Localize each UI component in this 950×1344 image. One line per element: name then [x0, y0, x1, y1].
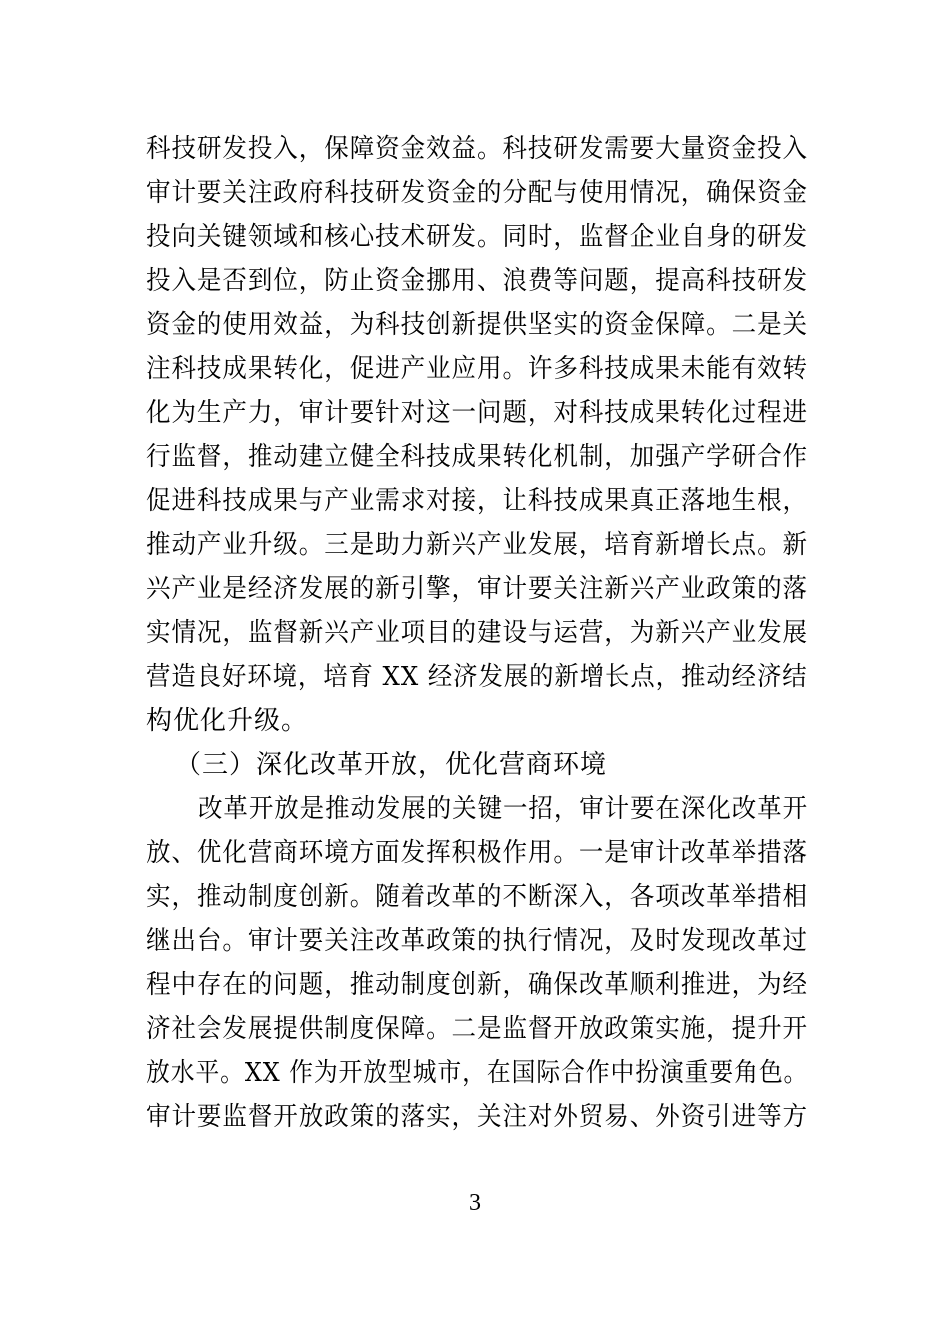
body-line: 投入是否到位，防止资金挪用、浪费等问题，提高科技研发	[146, 266, 809, 296]
body-line: 营造良好环境，培育 XX 经济发展的新增长点，推动经济结	[146, 662, 808, 692]
body-line: 推动产业升级。三是助力新兴产业发展，培育新增长点。新	[146, 530, 809, 560]
body-line: 构优化升级。	[146, 706, 309, 736]
body-line: 注科技成果转化，促进产业应用。许多科技成果未能有效转	[146, 354, 809, 384]
section-heading: （三）深化改革开放，优化营商环境	[175, 750, 608, 780]
body-line: 化为生产力，审计要针对这一问题，对科技成果转化过程进	[146, 398, 809, 428]
body-line: 行监督，推动建立健全科技成果转化机制，加强产学研合作	[146, 442, 809, 472]
body-line: 实，推动制度创新。随着改革的不断深入，各项改革举措相	[146, 882, 809, 912]
body-line: 促进科技成果与产业需求对接，让科技成果真正落地生根，	[146, 486, 809, 516]
body-line: 资金的使用效益，为科技创新提供坚实的资金保障。二是关	[146, 310, 809, 340]
paragraph-first-line: 改革开放是推动发展的关键一招，审计要在深化改革开	[198, 794, 809, 824]
body-line: 实情况，监督新兴产业项目的建设与运营，为新兴产业发展	[146, 618, 809, 648]
body-line: 科技研发投入，保障资金效益。科技研发需要大量资金投入	[146, 134, 809, 164]
body-line: 审计要关注政府科技研发资金的分配与使用情况，确保资金	[146, 178, 809, 208]
body-line: 兴产业是经济发展的新引擎，审计要关注新兴产业政策的落	[146, 574, 809, 604]
body-line: 放水平。XX 作为开放型城市，在国际合作中扮演重要角色。	[146, 1058, 809, 1088]
body-line: 放、优化营商环境方面发挥积极作用。一是审计改革举措落	[146, 838, 809, 868]
page-number: 3	[469, 1190, 481, 1216]
body-line: 程中存在的问题，推动制度创新，确保改革顺利推进，为经	[146, 970, 809, 1000]
body-line: 继出台。审计要关注改革政策的执行情况，及时发现改革过	[146, 926, 809, 956]
body-line: 投向关键领域和核心技术研发。同时，监督企业自身的研发	[146, 222, 809, 252]
body-line: 济社会发展提供制度保障。二是监督开放政策实施，提升开	[146, 1014, 809, 1044]
body-line: 审计要监督开放政策的落实，关注对外贸易、外资引进等方	[146, 1102, 809, 1132]
